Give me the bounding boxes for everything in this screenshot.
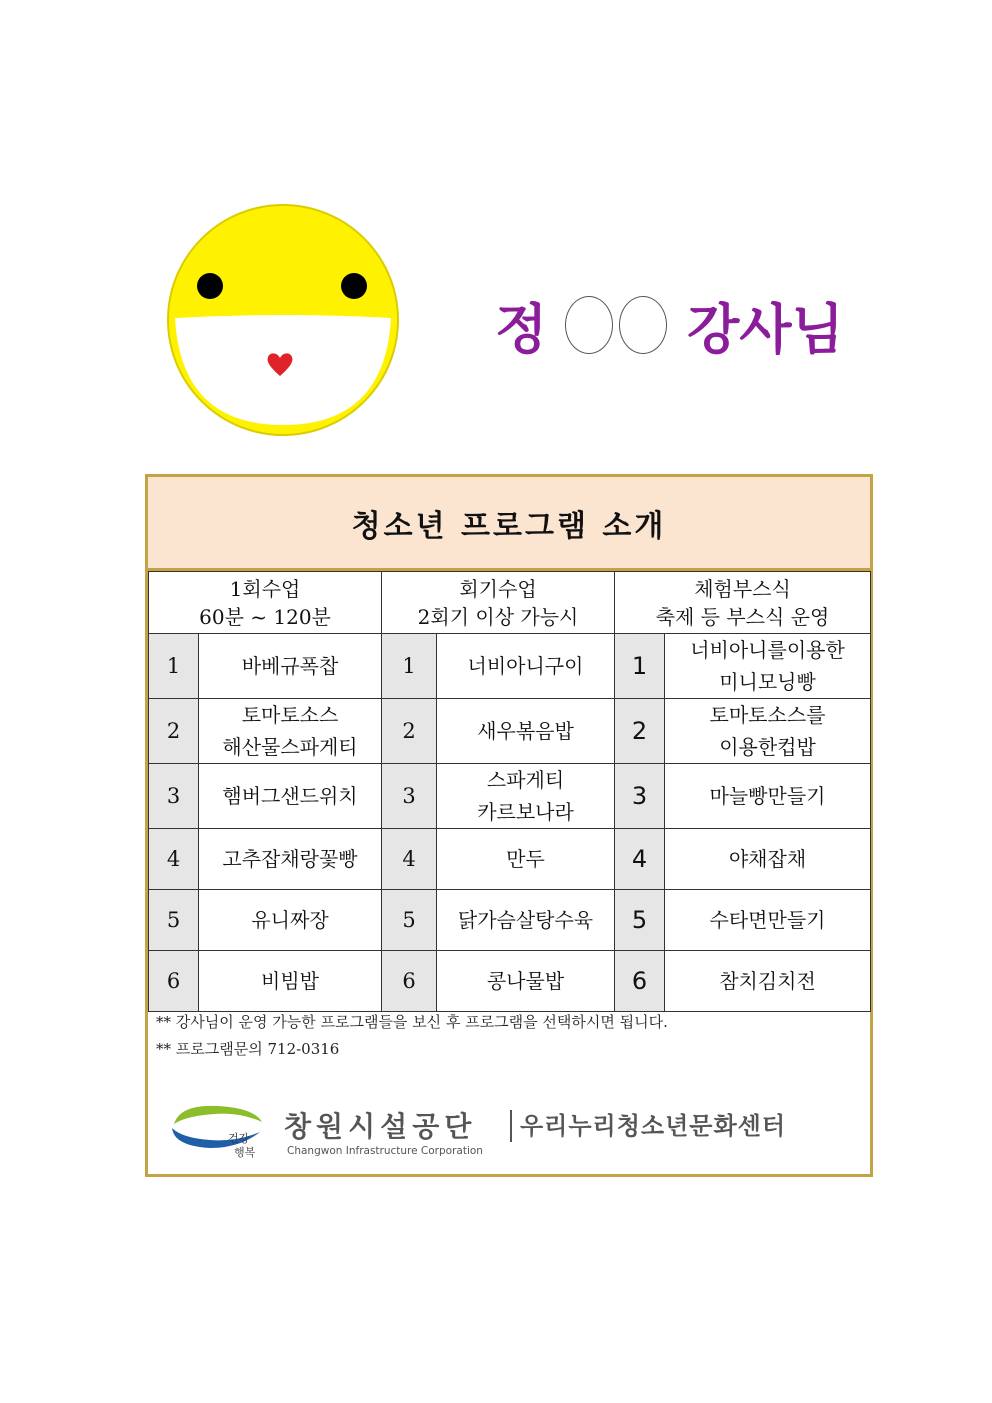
row-number: 4 [149,829,199,890]
program-frame [145,474,873,1177]
program-name [437,764,615,829]
row-number: 5 [382,890,437,951]
program-name [199,634,382,699]
program-title: 청소년 프로그램 소개 [148,477,870,571]
instructor-name [495,285,844,365]
table-row [149,890,871,951]
center-name: 우리누리청소년문화센터 [520,1112,787,1140]
program-name [665,699,871,764]
program-line: 이용한컵밥 [719,735,816,759]
program-name [199,764,382,829]
program-name [437,634,615,699]
row-number: 3 [382,764,437,829]
program-line: 비빔밥 [261,969,319,993]
program-line: 콩나물밥 [486,969,565,993]
row-number: 1 [149,634,199,699]
program-line: 유니짜장 [251,908,329,932]
program-name [437,699,615,764]
org-english: Changwon Infrastructure Corporation [287,1145,483,1157]
program-name [199,890,382,951]
row-number: 6 [382,951,437,1012]
program-line: 햄버그샌드위치 [222,784,358,808]
program-name [199,951,382,1012]
instructor-suffix: 강사님 [687,297,844,361]
row-number: 2 [615,699,665,764]
column-header-line2: 60분 ~ 120분 [199,604,331,629]
program-line: 카르보나라 [477,800,574,824]
program-line: 너비아니구이 [467,654,584,678]
slogan-bottom: 행복 [234,1146,256,1159]
program-name [437,890,615,951]
row-number: 2 [382,699,437,764]
column-header-line1: 체험부스식 [694,576,791,601]
program-line: 해산물스파게티 [222,735,358,759]
note-line: ** 프로그램문의 712-0316 [156,1040,340,1058]
column-header-line1: 1회수업 [229,576,301,601]
logo-divider [510,1110,512,1142]
program-line: 마늘빵만들기 [709,784,826,808]
row-number: 4 [615,829,665,890]
program-name [199,829,382,890]
row-number: 2 [149,699,199,764]
program-name [437,951,615,1012]
program-line: 새우볶음밥 [477,719,574,743]
program-line: 바베규폭찹 [241,654,339,678]
column-header-booth [615,572,871,634]
column-header-line2: 축제 등 부스식 운영 [655,604,830,629]
masked-name-ovals [565,296,673,354]
program-line: 스파게티 [486,768,565,792]
note-line: ** 강사님이 운영 가능한 프로그램들을 보신 후 프로그램을 선택하시면 됩니다. [156,1013,668,1031]
table-row [149,764,871,829]
row-number: 3 [615,764,665,829]
program-line: 고추잡채랑꽃빵 [222,847,358,871]
program-line: 너비아니를이용한 [690,638,845,662]
row-number: 4 [382,829,437,890]
row-number: 5 [615,890,665,951]
row-number: 5 [149,890,199,951]
table-header-row [149,572,871,634]
row-number: 3 [149,764,199,829]
masked-char-1 [565,296,613,354]
program-name [199,699,382,764]
program-name [437,829,615,890]
table-row [149,829,871,890]
row-number: 1 [382,634,437,699]
slogan-top: 건강 [228,1132,250,1145]
program-line: 닭가슴살탕수육 [457,908,594,932]
column-header-session [382,572,615,634]
program-line: 수타면만들기 [709,908,826,932]
table-row [149,699,871,764]
smiley-face-illustration [163,200,403,440]
program-name [665,951,871,1012]
row-number: 1 [615,634,665,699]
program-line: 토마토소스 [241,703,339,727]
program-name [665,764,871,829]
program-name [665,890,871,951]
footer-logo [170,1102,850,1162]
program-line: 미니모닝빵 [719,670,816,694]
program-line: 참치김치전 [719,969,816,993]
org-name: 창원시설공단 [284,1110,477,1143]
row-number: 6 [615,951,665,1012]
column-header-single [149,572,382,634]
program-name [665,634,871,699]
notes [156,1009,668,1063]
table-row [149,951,871,1012]
program-name [665,829,871,890]
column-header-line2: 2회기 이상 가능시 [417,604,579,629]
instructor-prefix: 정 [495,297,548,361]
program-line: 야채잡채 [728,847,807,871]
program-line: 토마토소스를 [709,703,826,727]
table-row [149,634,871,699]
program-line: 만두 [506,847,545,871]
program-table [148,571,871,1012]
masked-char-2 [619,296,667,354]
row-number: 6 [149,951,199,1012]
column-header-line1: 회기수업 [459,576,537,601]
